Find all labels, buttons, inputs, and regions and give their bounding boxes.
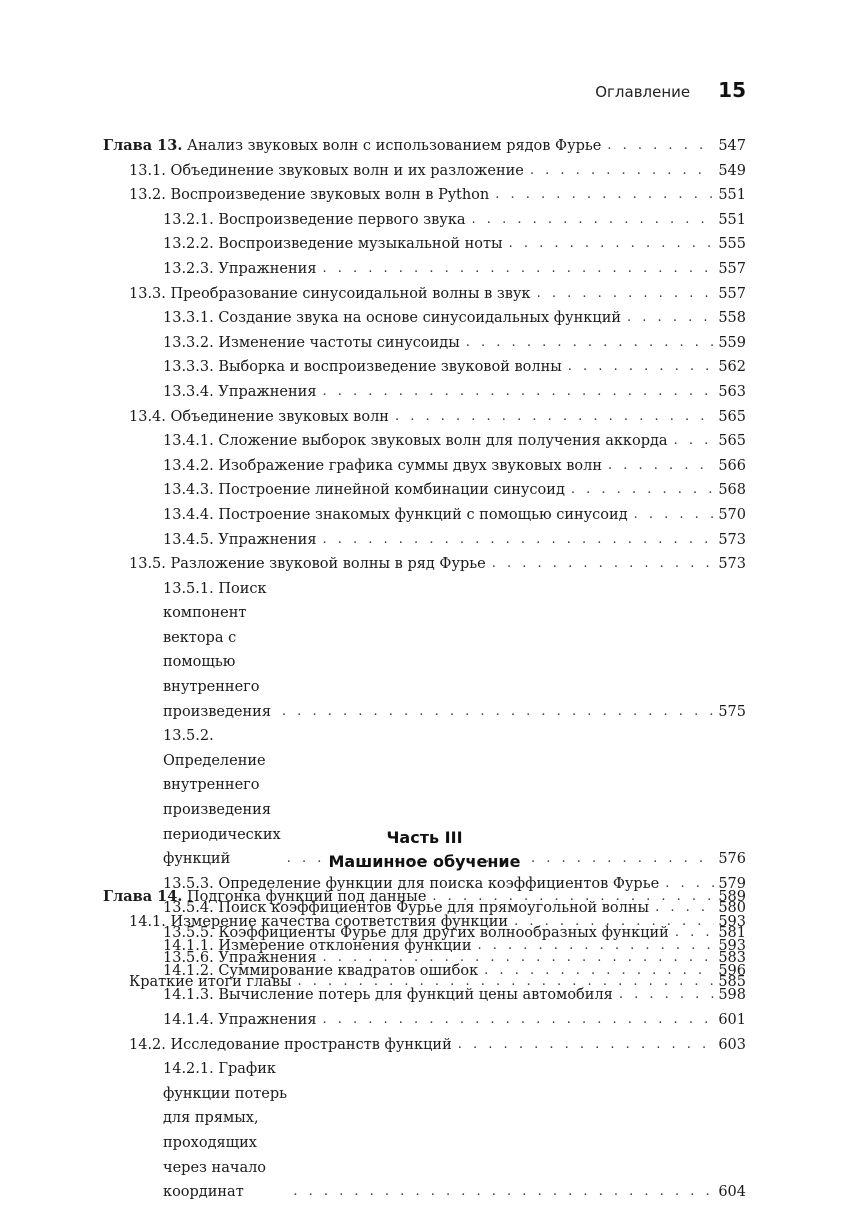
toc-page-number: 601 <box>718 1011 746 1028</box>
toc-entry-text: 13.4.1. Сложение выборок звуковых волн для получения аккорда <box>163 433 668 450</box>
toc-page-number: 603 <box>718 1036 746 1053</box>
toc-entry[interactable] <box>103 910 746 935</box>
toc-entry[interactable] <box>103 380 746 405</box>
toc-entry-text: 14.1.2. Суммирование квадратов ошибок <box>163 962 479 979</box>
toc-page-number: 555 <box>718 236 746 253</box>
dot-leader <box>674 429 715 454</box>
dot-leader <box>537 282 715 307</box>
toc-page-number: 549 <box>718 162 746 179</box>
toc-entry[interactable] <box>103 405 746 430</box>
toc-entry-title <box>163 232 503 257</box>
toc-page-number: 593 <box>718 913 746 930</box>
toc-entry-title <box>163 1057 287 1205</box>
dot-leader <box>293 1180 714 1205</box>
toc-entry-text: 13.5.3. Определение функции для поиска коэффициентов Фурье <box>163 875 660 892</box>
dot-leader <box>282 700 714 725</box>
toc-entry[interactable] <box>103 1033 746 1058</box>
dot-leader <box>627 306 714 331</box>
toc-entry[interactable] <box>103 934 746 959</box>
toc-entry-text: 13.3.4. Упражнения <box>163 383 317 400</box>
toc-entry-title <box>163 454 602 479</box>
toc-entry[interactable] <box>103 306 746 331</box>
toc-entry-text: 14.1.4. Упражнения <box>163 1011 317 1028</box>
toc-entry-title <box>163 983 613 1008</box>
running-header <box>595 78 746 102</box>
toc-page-number: 557 <box>718 260 746 277</box>
toc-entry-title <box>129 405 389 430</box>
toc-entry[interactable] <box>103 183 746 208</box>
toc-entry[interactable] <box>103 983 746 1008</box>
toc-entry-text: 13.5.5. Коэффициенты Фурье для других волнообразных функций <box>163 925 669 941</box>
toc-entry-title <box>129 552 486 577</box>
dot-leader <box>484 959 714 984</box>
toc-page-number: 579 <box>718 875 746 892</box>
toc-entry[interactable] <box>103 959 746 984</box>
toc-entry-text: 14.1.3. Вычисление потерь для функций цены автомобиля <box>163 987 613 1004</box>
toc-entry-text: 13.5.6. Упражнения <box>163 949 317 966</box>
toc-entry-text: Краткие итоги главы <box>129 974 292 991</box>
toc-entry[interactable] <box>103 257 746 282</box>
toc-entry-title <box>163 478 565 503</box>
dot-leader <box>634 503 715 528</box>
toc-entry-title <box>163 331 460 356</box>
dot-leader <box>514 910 714 935</box>
dot-leader <box>322 380 714 405</box>
toc-entry-title <box>163 257 316 282</box>
toc-entry-text: 14.2. Исследование пространств функций <box>129 1036 452 1053</box>
toc-entry-title <box>129 282 531 307</box>
toc-page-number: 585 <box>718 974 746 991</box>
toc-entry[interactable] <box>103 159 746 184</box>
toc-page-number: 570 <box>718 506 746 523</box>
toc-page-number: 551 <box>718 187 746 204</box>
toc-entry-title <box>163 577 276 725</box>
dot-leader <box>477 934 714 959</box>
toc-entry-title <box>163 429 668 454</box>
toc-entry-title <box>103 134 601 159</box>
toc-page-number: 563 <box>718 383 746 400</box>
toc-page-number: 559 <box>718 334 746 351</box>
toc-entry-text: 13.3.3. Выборка и воспроизведение звуковой волны <box>163 359 562 376</box>
dot-leader <box>322 528 714 553</box>
toc-entry-title <box>163 503 628 528</box>
toc-entry-title <box>163 355 562 380</box>
toc-entry-title <box>129 1033 452 1058</box>
dot-leader <box>619 983 715 1008</box>
toc-entry[interactable] <box>103 1008 746 1033</box>
toc-entry[interactable] <box>103 1057 746 1205</box>
toc-entry-title <box>129 183 489 208</box>
toc-entry-title <box>163 1008 316 1033</box>
toc-entry[interactable] <box>103 208 746 233</box>
toc-entry[interactable] <box>103 528 746 553</box>
toc-entry-title <box>163 208 466 233</box>
dot-leader <box>492 552 715 577</box>
toc-entry-text: Подгонка функций под данные <box>186 889 427 905</box>
toc-entry-text: 13.2. Воспроизведение звуковых волн в Python <box>129 187 490 204</box>
toc-entry-title <box>103 885 426 910</box>
toc-section-chapter-14 <box>103 885 746 1205</box>
toc-entry[interactable] <box>103 429 746 454</box>
toc-page-number: 596 <box>718 962 746 979</box>
toc-page-number: 573 <box>718 556 746 573</box>
toc-entry-text: 13.2.2. Воспроизведение музыкальной ноты <box>163 236 503 253</box>
dot-leader <box>466 331 715 356</box>
toc-entry-text: 13.3.1. Создание звука на основе синусоидальных функций <box>163 310 622 327</box>
toc-page-number: 573 <box>718 531 746 548</box>
toc-entry[interactable] <box>103 478 746 503</box>
toc-entry-text: 13.1. Объединение звуковых волн и их разложение <box>129 162 524 179</box>
dot-leader <box>509 232 715 257</box>
toc-page-number: 575 <box>718 703 746 720</box>
dot-leader <box>432 885 714 910</box>
dot-leader <box>472 208 715 233</box>
toc-entry[interactable] <box>103 552 746 577</box>
toc-entry[interactable] <box>103 577 746 725</box>
toc-entry-title <box>163 380 316 405</box>
toc-page-number: 576 <box>718 851 746 868</box>
running-header-title: Оглавление <box>595 83 691 101</box>
toc-entry-text: 14.1. Измерение качества соответствия функции <box>129 913 509 930</box>
dot-leader <box>571 478 714 503</box>
toc-entry-text: 14.1.1. Измерение отклонения функции <box>163 938 472 955</box>
toc-page-number: 558 <box>718 310 746 327</box>
toc-page-number: 568 <box>718 482 746 499</box>
toc-page-number: 604 <box>718 1184 746 1201</box>
toc-page-number: 566 <box>718 457 746 474</box>
toc-entry-text: 13.5.1. Поиск компонент вектора с помощью внутреннего произведения <box>163 580 271 720</box>
toc-entry-text: 13.5.2. Определение внутреннего произведения периодических функций <box>163 728 281 868</box>
toc-entry[interactable] <box>103 454 746 479</box>
toc-page-number: 562 <box>718 359 746 376</box>
page-number: 15 <box>718 78 746 102</box>
toc-entry-text: 13.4.5. Упражнения <box>163 531 317 548</box>
part-label: Часть III <box>386 828 463 847</box>
toc-entry-title <box>163 306 621 331</box>
toc-entry-title <box>129 910 508 935</box>
dot-leader <box>395 405 714 430</box>
toc-entry[interactable] <box>103 885 746 910</box>
toc-page-number: 547 <box>718 138 746 154</box>
toc-page-number: 551 <box>718 211 746 228</box>
toc-entry-text: 13.3.2. Изменение частоты синусоиды <box>163 334 460 351</box>
toc-entry-text: 13.2.1. Воспроизведение первого звука <box>163 211 466 228</box>
toc-page-number: 593 <box>718 938 746 955</box>
toc-entry-text: 14.2.1. График функции потерь для прямых, проходящих через начало координат <box>163 1061 288 1201</box>
toc-page-number: 583 <box>718 949 746 966</box>
toc-entry[interactable] <box>103 355 746 380</box>
dot-leader <box>608 454 714 479</box>
toc-entry-text: 13.5.4. Поиск коэффициентов Фурье для прямоугольной волны <box>163 900 650 917</box>
toc-entry-text: 13.4.4. Построение знакомых функций с помощью синусоид <box>163 506 628 523</box>
dot-leader <box>458 1033 715 1058</box>
dot-leader <box>495 183 714 208</box>
toc-entry[interactable] <box>103 282 746 307</box>
toc-entry-text: 13.4. Объединение звуковых волн <box>129 408 389 425</box>
toc-entry[interactable] <box>103 134 746 159</box>
toc-page-number: 581 <box>718 925 746 941</box>
toc-page-number: 565 <box>718 433 746 450</box>
toc-entry-title <box>129 159 524 184</box>
chapter-number: Глава 13. <box>103 137 183 154</box>
dot-leader <box>530 159 714 184</box>
toc-entry[interactable] <box>103 232 746 257</box>
part-heading <box>0 826 849 874</box>
toc-page-number: 557 <box>718 285 746 302</box>
dot-leader <box>322 1008 714 1033</box>
toc-page-number: 598 <box>718 987 746 1004</box>
chapter-number: Глава 14. <box>103 888 183 905</box>
toc-entry[interactable] <box>103 503 746 528</box>
toc-page-number: 589 <box>718 889 746 905</box>
toc-entry-text: Анализ звуковых волн с использованием рядов Фурье <box>186 138 602 154</box>
toc-entry-text: 13.2.3. Упражнения <box>163 260 317 277</box>
toc-entry-title <box>163 959 478 984</box>
toc-page-number: 580 <box>718 900 746 917</box>
dot-leader <box>322 257 714 282</box>
toc-entry[interactable] <box>103 331 746 356</box>
toc-entry-text: 13.5. Разложение звуковой волны в ряд Фурье <box>129 556 486 573</box>
part-title: Машинное обучение <box>328 852 521 871</box>
toc-entry-text: 13.4.2. Изображение графика суммы двух звуковых волн <box>163 457 602 474</box>
toc-entry-text: 13.4.3. Построение линейной комбинации синусоид <box>163 482 565 499</box>
dot-leader <box>568 355 715 380</box>
toc-entry-title <box>163 528 316 553</box>
dot-leader <box>607 134 714 159</box>
toc-entry-text: 13.3. Преобразование синусоидальной волны в звук <box>129 285 531 302</box>
toc-page-number: 565 <box>718 408 746 425</box>
toc-entry-title <box>163 934 471 959</box>
